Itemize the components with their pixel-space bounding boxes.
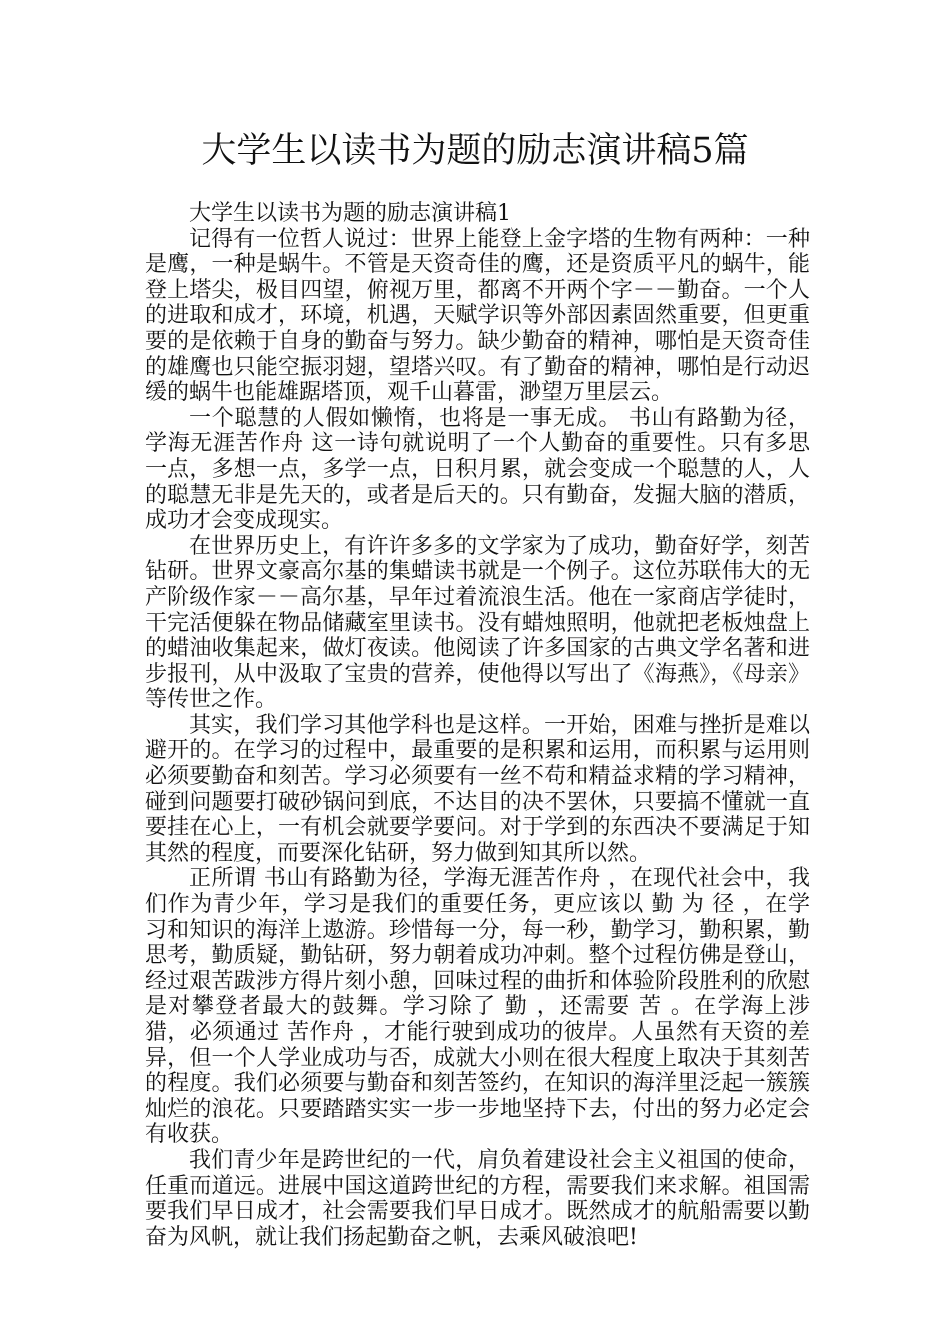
paragraph-5: 正所谓 书山有路勤为径，学海无涯苦作舟 ，在现代社会中，我们作为青少年，学习是我们的重要任务，更应该以 勤 为 径 ，在学习和知识的海洋上遨游。珍惜每一分，每一秒，勤学习，勤积累，勤思考，勤质疑，勤钻研，努力朝着成功冲刺。整个过程仿佛是登山，经过艰苦跋涉方得片刻小憩，回味过程的曲折和体验阶段胜利的欣慰是对攀登者最大的鼓舞。学习除了 勤 ，还需要 苦 。在学海上涉猎，必须通过 苦作舟 ，才能行驶到成功的彼岸。人虽然有天资的差异，但一个人学业成功与否，成就大小则在很大程度上取决于其刻苦的程度。我们必须要与勤奋和刻苦签约，在知识的海洋里泛起一簇簇灿烂的浪花。只要踏踏实实一步一步地坚持下去，付出的努力必定会有收获。 bbox=[145, 866, 810, 1148]
document-title: 大学生以读书为题的励志演讲稿5篇 bbox=[201, 131, 749, 171]
speech-subtitle: 大学生以读书为题的励志演讲稿1 bbox=[189, 201, 511, 226]
paragraph-6: 我们青少年是跨世纪的一代，肩负着建设社会主义祖国的使命，任重而道远。进展中国这道跨世纪的方程，需要我们来求解。祖国需要我们早日成才，社会需要我们早日成才。既然成才的航船需要以勤奋为风帆，就让我们扬起勤奋之帆，去乘风破浪吧! bbox=[145, 1147, 810, 1250]
paragraph-2: 一个聪慧的人假如懒惰，也将是一事无成。 书山有路勤为径，学海无涯苦作舟 这一诗句就说明了一个人勤奋的重要性。只有多思一点，多想一点，多学一点，日积月累，就会变成一个聪慧的人，人的聪慧无非是先天的，或者是后天的。只有勤奋，发掘大脑的潜质，成功才会变成现实。 bbox=[145, 405, 810, 534]
paragraph-4: 其实，我们学习其他学科也是这样。一开始，困难与挫折是难以避开的。在学习的过程中，最重要的是积累和运用，而积累与运用则必须要勤奋和刻苦。学习必须要有一丝不苟和精益求精的学习精神，碰到问题要打破砂锅问到底，不达目的决不罢休，只要搞不懂就一直要挂在心上，一有机会就要学要问。对于学到的东西决不要满足于知其然的程度，而要深化钻研，努力做到知其所以然。 bbox=[145, 712, 810, 866]
paragraph-1: 记得有一位哲人说过：世界上能登上金字塔的生物有两种：一种是鹰，一种是蜗牛。不管是天资奇佳的鹰，还是资质平凡的蜗牛，能登上塔尖，极目四望，俯视万里，都离不开两个字－－勤奋。一个人的进取和成才，环境，机遇，天赋学识等外部因素固然重要，但更重要的是依赖于自身的勤奋与努力。缺少勤奋的精神，哪怕是天资奇佳的雄鹰也只能空振羽翅，望塔兴叹。有了勤奋的精神，哪怕是行动迟缓的蜗牛也能雄踞塔顶，观千山暮雷，渺望万里层云。 bbox=[145, 226, 810, 406]
paragraph-3: 在世界历史上，有许许多多的文学家为了成功，勤奋好学，刻苦钻研。世界文豪高尔基的集蜡读书就是一个例子。这位苏联伟大的无产阶级作家－－高尔基，早年过着流浪生活。他在一家商店学徒时，干完活便躲在物品储藏室里读书。没有蜡烛照明，他就把老板烛盘上的蜡油收集起来，做灯夜读。他阅读了许多国家的古典文学名著和进步报刊，从中汲取了宝贵的营养，使他得以写出了《海燕》，《母亲》等传世之作。 bbox=[145, 533, 810, 713]
document-body bbox=[145, 201, 810, 1250]
